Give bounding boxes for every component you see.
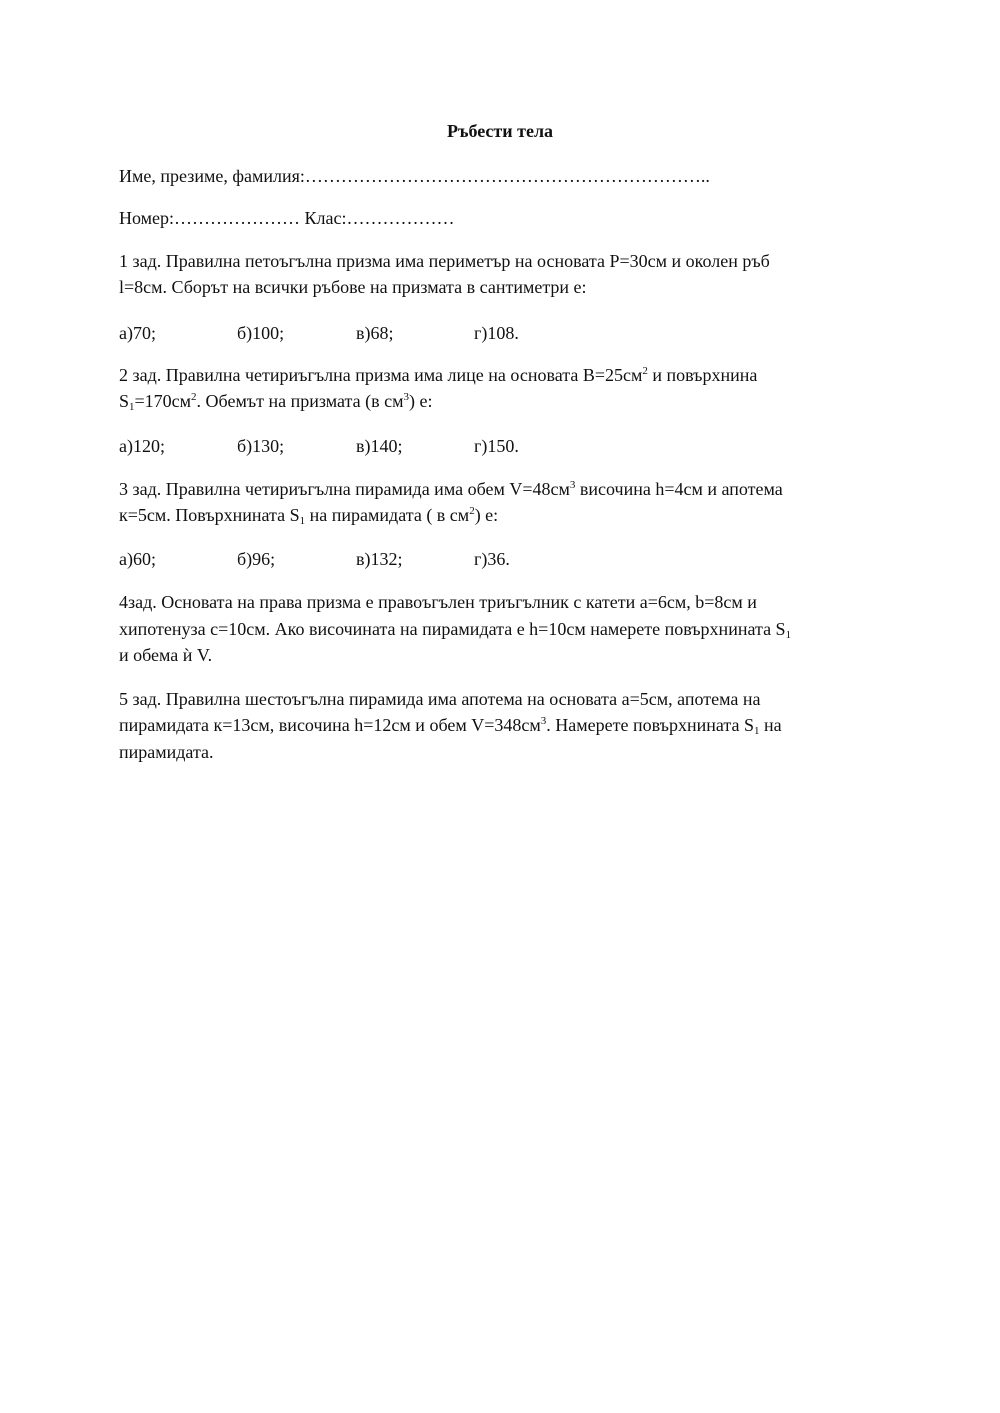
task5-line2-text-b: . Намерете повърхнината S: [546, 715, 754, 735]
task2-line1: [119, 362, 757, 388]
task3-line1-text: 3 зад. Правилна четириъгълна пирамида има обем V=48см: [119, 479, 570, 499]
task1-answer-a: а)70;: [119, 323, 156, 343]
task4-line3: и обема ѝ V.: [119, 645, 213, 665]
task3-line2-text: к=5см. Повърхнината S: [119, 505, 300, 525]
task5-line2: [119, 712, 782, 738]
task3-sub: 1: [299, 515, 306, 527]
task3-answer-a: а)60;: [119, 549, 156, 569]
task2-answer-c: в)140;: [356, 436, 403, 456]
task1-answer-d: г)108.: [474, 323, 519, 343]
task2-line2-text: S: [119, 391, 130, 411]
task5-line2-text-c: на: [759, 715, 782, 735]
task3-sup2: 2: [469, 505, 475, 517]
task2-line2-text-b: =170см: [134, 391, 192, 411]
task2-line2-text-c: . Обемът на призмата (в см: [196, 391, 404, 411]
task1-line2: l=8см. Сборът на всички ръбове на призмата в сантиметри е:: [119, 277, 587, 297]
task5-sub: 1: [754, 725, 760, 737]
task3-line2: [119, 502, 498, 528]
task1-answer-b: б)100;: [237, 323, 285, 343]
task4-sub: 1: [785, 629, 792, 641]
page-title: Ръбести тела: [446, 121, 554, 141]
task1-line1: 1 зад. Правилна петоъгълна призма има периметър на основата P=30см и околен ръб: [119, 251, 770, 271]
task2-sup: 2: [642, 365, 648, 377]
task4-line2: [119, 616, 791, 642]
task2-sup2: 2: [191, 391, 197, 403]
task2-answer-b: б)130;: [237, 436, 285, 456]
task3-sup: 3: [569, 479, 576, 491]
task2-line1-text-end: и повърхнина: [647, 365, 758, 385]
task2-line1-text: 2 зад. Правилна четириъгълна призма има лице на основата B=25см: [119, 365, 643, 385]
number-class-line: [119, 205, 455, 231]
name-line: Име, презиме, фамилия:…………………………………………………………..: [119, 166, 710, 186]
task1-answer-c: в)68;: [356, 323, 394, 343]
task3-answer-c: в)132;: [356, 549, 403, 569]
task5-line3: пирамидата.: [119, 742, 214, 762]
task3-line2-text-c: ) е:: [474, 505, 499, 525]
task3-line1-text-end: височина h=4см и апотема: [575, 479, 783, 499]
task3-answer-d: г)36.: [474, 549, 510, 569]
task5-sup: 3: [540, 715, 547, 727]
task5-line2-text: пирамидата к=13см, височина h=12см и обем V=348см: [119, 715, 541, 735]
task2-line2-text-d: ) е:: [409, 391, 433, 411]
number-label: Номер:…………………: [119, 208, 301, 228]
task4-line2-text: хипотенуза c=10см. Ако височината на пирамидата е h=10см намерете повърхнината S: [119, 619, 786, 639]
task3-line2-text-b: на пирамидата ( в см: [305, 505, 470, 525]
task2-answer-d: г)150.: [474, 436, 519, 456]
task2-sup3: 3: [403, 391, 410, 403]
task5-line1: 5 зад. Правилна шестоъгълна пирамида има апотема на основата a=5см, апотема на: [119, 689, 761, 709]
class-label: Клас:………………: [304, 208, 455, 228]
task2-line2: [119, 388, 433, 414]
task2-answer-a: а)120;: [119, 436, 165, 456]
task3-line1: [119, 476, 783, 502]
task3-answer-b: б)96;: [237, 549, 276, 569]
task2-sub: 1: [129, 401, 135, 413]
task4-line1: 4зад. Основата на права призма е правоъгълен триъгълник с катети a=6см, b=8см и: [119, 592, 757, 612]
